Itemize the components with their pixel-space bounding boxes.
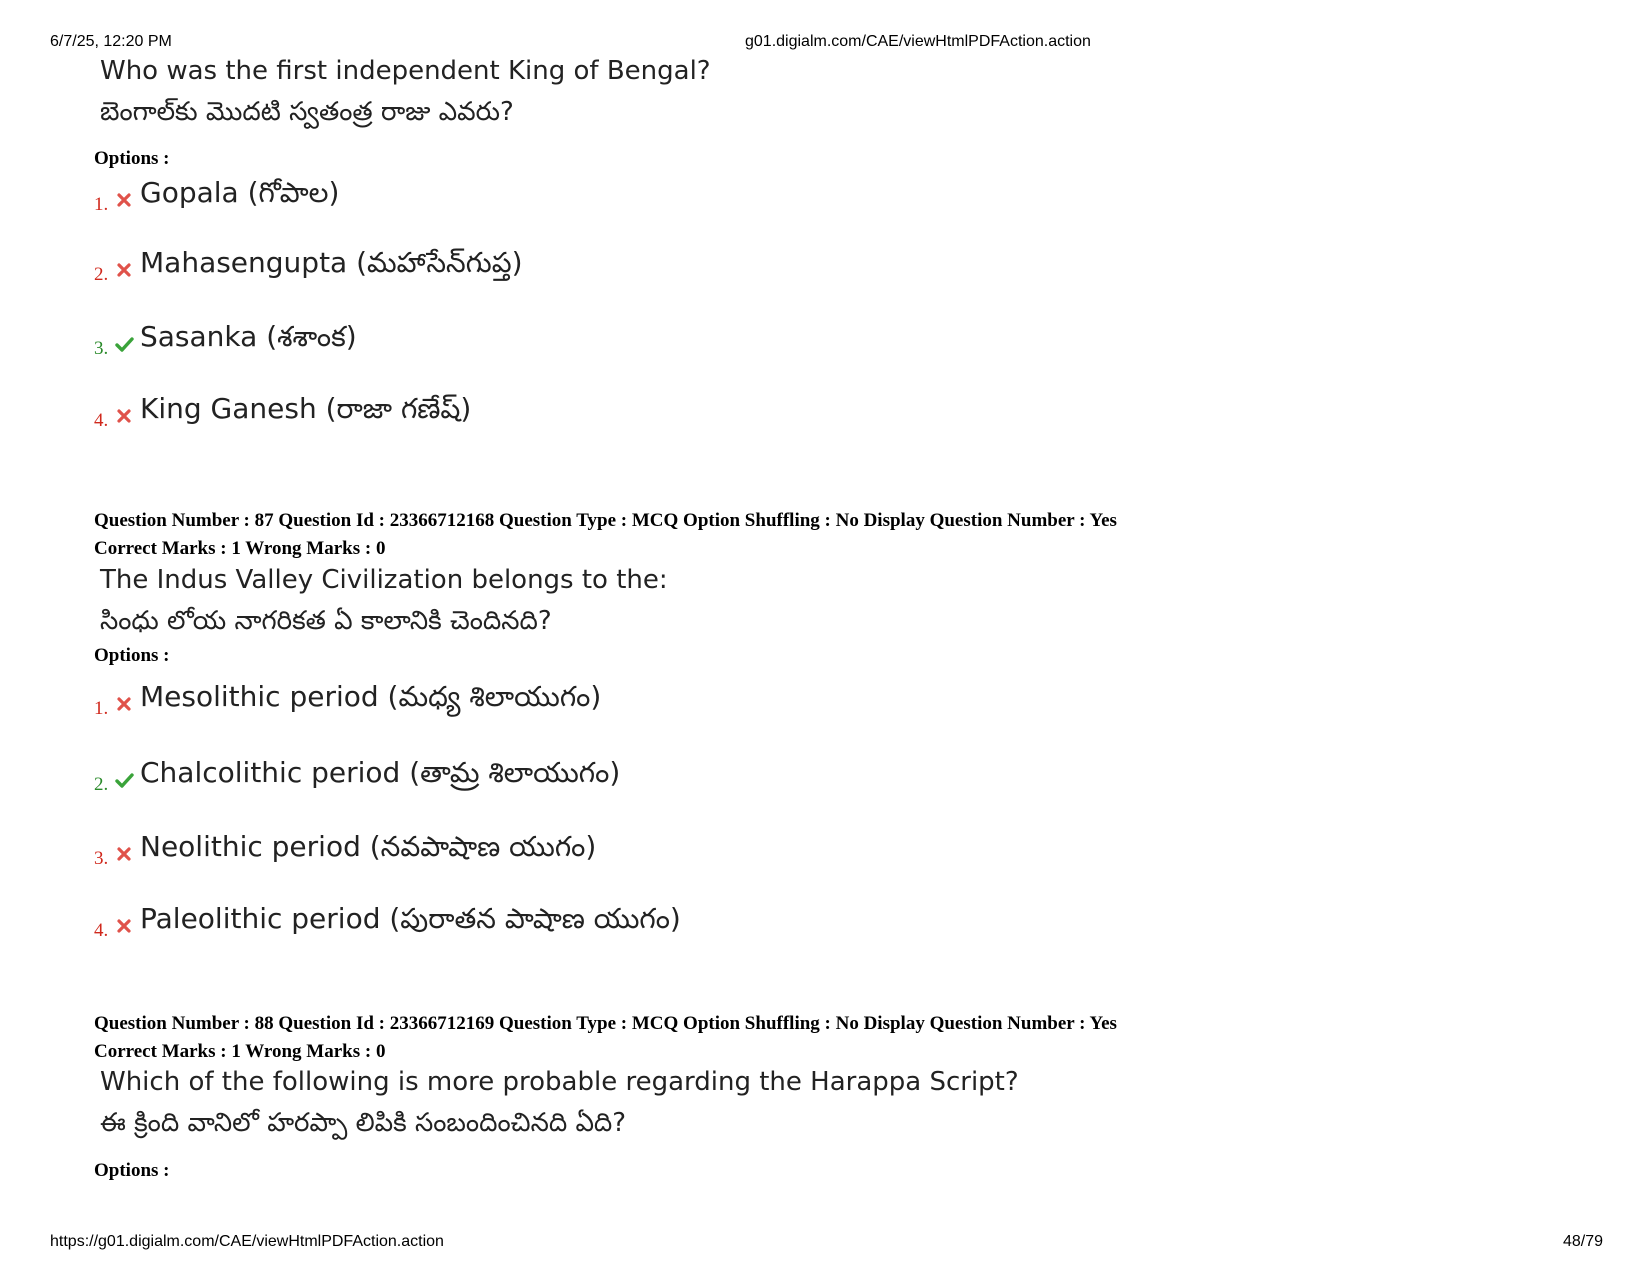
cross-icon bbox=[114, 844, 134, 864]
print-header-url: g01.digialm.com/CAE/viewHtmlPDFAction.action bbox=[745, 33, 1091, 50]
check-icon bbox=[114, 770, 134, 790]
option-number: 4. bbox=[94, 920, 109, 941]
option-number: 1. bbox=[94, 698, 109, 719]
page-number: 48/79 bbox=[1563, 1233, 1604, 1250]
option-text: Mahasengupta (మహాసేన్‌గుప్త) bbox=[140, 246, 523, 279]
check-icon bbox=[114, 334, 134, 354]
question-87-text-telugu: సింధు లోయ నాగరికత ఏ కాలానికి చెందినది? bbox=[100, 606, 552, 636]
question-87-text-english: The Indus Valley Civilization belongs to the: bbox=[100, 565, 668, 595]
option-text: King Ganesh (రాజా గణేష్) bbox=[140, 392, 472, 425]
option-number: 3. bbox=[94, 338, 109, 359]
question-88-text-telugu: ఈ క్రింది వానిలో హరప్పా లిపికి సంబందించినది ఏది? bbox=[100, 1108, 627, 1138]
options-label: Options : bbox=[94, 1160, 170, 1181]
option-text: Neolithic period (నవపాషాణ యుగం) bbox=[140, 830, 597, 863]
question-86-text-telugu: బెంగాల్‌కు మొదటి స్వతంత్ర రాజు ఎవరు? bbox=[100, 97, 514, 127]
question-87-marks: Correct Marks : 1 Wrong Marks : 0 bbox=[94, 538, 386, 559]
question-87-meta: Question Number : 87 Question Id : 23366712168 Question Type : MCQ Option Shuffling : No Display Question Number : Yes bbox=[94, 510, 1117, 531]
cross-icon bbox=[114, 406, 134, 426]
option-text: Sasanka (శశాంక) bbox=[140, 320, 357, 353]
option-text: Gopala (గోపాల) bbox=[140, 176, 340, 209]
options-label: Options : bbox=[94, 148, 170, 169]
question-86-text-english: Who was the first independent King of Bengal? bbox=[100, 56, 711, 86]
option-number: 2. bbox=[94, 264, 109, 285]
question-88-text-english: Which of the following is more probable regarding the Harappa Script? bbox=[100, 1067, 1019, 1097]
question-88-meta: Question Number : 88 Question Id : 23366712169 Question Type : MCQ Option Shuffling : No Display Question Number : Yes bbox=[94, 1013, 1117, 1034]
question-88-marks: Correct Marks : 1 Wrong Marks : 0 bbox=[94, 1041, 386, 1062]
print-datetime: 6/7/25, 12:20 PM bbox=[50, 33, 172, 50]
cross-icon bbox=[114, 694, 134, 714]
option-number: 3. bbox=[94, 848, 109, 869]
cross-icon bbox=[114, 190, 134, 210]
option-number: 4. bbox=[94, 410, 109, 431]
options-label: Options : bbox=[94, 645, 170, 666]
print-footer-url: https://g01.digialm.com/CAE/viewHtmlPDFAction.action bbox=[50, 1233, 444, 1250]
option-number: 1. bbox=[94, 194, 109, 215]
option-text: Chalcolithic period (తామ్ర శిలాయుగం) bbox=[140, 756, 621, 789]
cross-icon bbox=[114, 260, 134, 280]
option-number: 2. bbox=[94, 774, 109, 795]
option-text: Mesolithic period (మధ్య శిలాయుగం) bbox=[140, 680, 602, 713]
cross-icon bbox=[114, 916, 134, 936]
option-text: Paleolithic period (పురాతన పాషాణ యుగం) bbox=[140, 902, 681, 935]
